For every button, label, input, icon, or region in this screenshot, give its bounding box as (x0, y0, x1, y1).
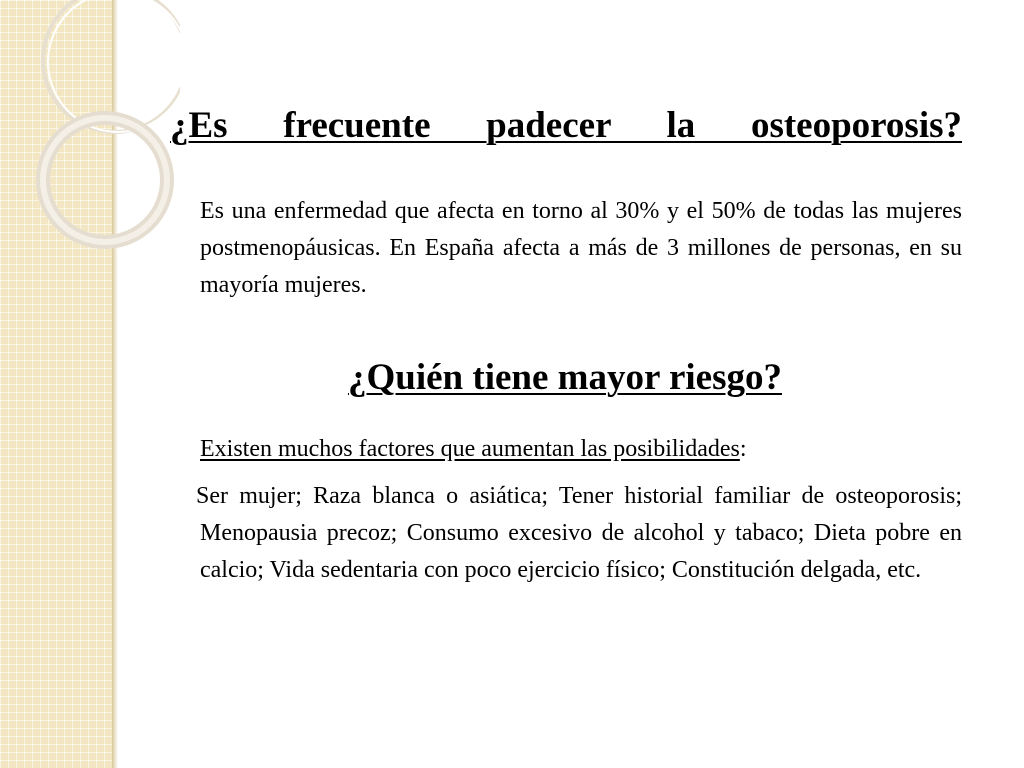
factors-intro-text: Existen muchos factores que aumentan las posibilidades (200, 436, 740, 462)
paragraph-factors-intro (200, 431, 962, 468)
heading-risk: ¿Quién tiene mayor riesgo? (347, 357, 782, 398)
decorative-side-panel (0, 0, 112, 768)
paragraph-frequency: Es una enfermedad que afecta en torno al 30% y el 50% de todas las mujeres postmenopáusicas. En España afecta a más de 3 millones de personas, en su mayoría mujeres. (200, 198, 962, 298)
factors-intro-colon: : (739, 436, 747, 462)
decorative-side-edge (112, 0, 118, 768)
heading-frequency: ¿Es frecuente padecer la osteoporosis? (170, 105, 962, 146)
paragraph-factors-list: Ser mujer; Raza blanca o asiática; Tener historial familiar de osteoporosis; Menopausia precoz; Consumo excesivo de alcohol y tabaco; Dieta pobre en calcio; Vida sedentaria con poco ejercicio físico; Constitución delgada, etc. (196, 483, 962, 583)
